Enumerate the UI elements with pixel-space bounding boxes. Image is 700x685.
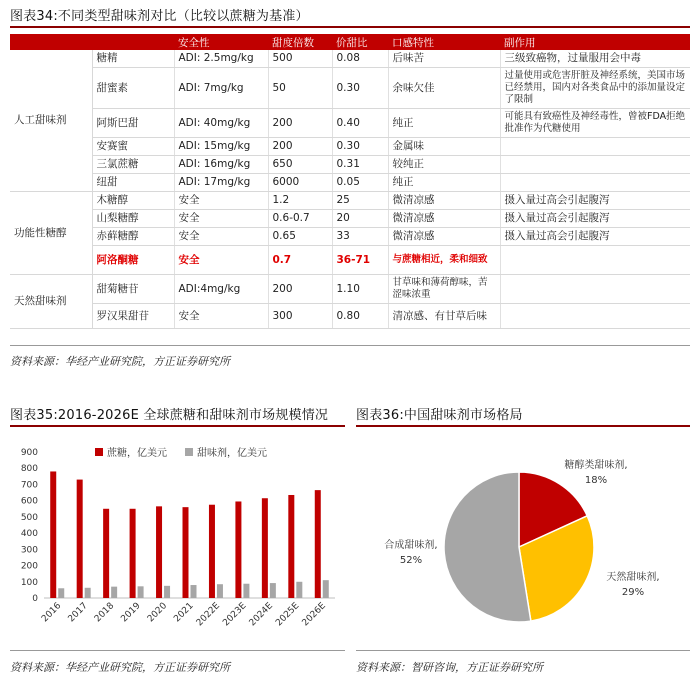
sweetness-cell: 0.7 — [268, 246, 332, 275]
side-effect-cell — [500, 174, 690, 192]
figure-35-title: 图表35:2016-2026E 全球蔗糖和甜味剂市场规模情况 — [10, 408, 329, 423]
header-cell: 口感特性 — [388, 34, 500, 50]
price-cell: 20 — [332, 210, 388, 228]
bar-sugar — [77, 480, 83, 598]
price-cell: 0.30 — [332, 138, 388, 156]
safety-cell: ADI:4mg/kg — [174, 275, 268, 304]
side-effect-cell — [500, 275, 690, 304]
table-row — [10, 109, 690, 138]
bar-sweetener — [243, 584, 249, 598]
table-row — [10, 138, 690, 156]
header-cell: 价甜比 — [332, 34, 388, 50]
sweetness-cell: 200 — [268, 109, 332, 138]
header-cell — [10, 34, 92, 50]
sweetness-cell: 0.6-0.7 — [268, 210, 332, 228]
x-tick-label: 2016 — [40, 601, 64, 625]
taste-cell: 微清凉感 — [388, 192, 500, 210]
x-tick-label: 2026E — [300, 601, 328, 629]
name-cell: 阿斯巴甜 — [92, 109, 174, 138]
sweetener-comparison-table — [10, 34, 690, 329]
safety-cell: 安全 — [174, 210, 268, 228]
name-cell: 山梨糖醇 — [92, 210, 174, 228]
slice-name-label: 合成甜味剂, — [384, 540, 438, 551]
bar-sweetener — [296, 582, 302, 598]
taste-cell: 余味欠佳 — [388, 68, 500, 109]
price-cell: 0.40 — [332, 109, 388, 138]
y-tick-label: 0 — [32, 594, 38, 604]
name-cell: 安赛蜜 — [92, 138, 174, 156]
y-tick-label: 700 — [20, 480, 38, 491]
category-cell: 人工甜味剂 — [10, 50, 92, 192]
safety-cell: 安全 — [174, 228, 268, 246]
title-rule — [10, 425, 345, 427]
name-cell: 赤藓糖醇 — [92, 228, 174, 246]
table-row — [10, 68, 690, 109]
sweetness-cell: 300 — [268, 304, 332, 329]
bar-sweetener — [85, 588, 91, 598]
side-effect-cell: 摄入量过高会引起腹泻 — [500, 192, 690, 210]
y-tick-label: 300 — [20, 545, 38, 556]
sweetness-cell: 500 — [268, 50, 332, 68]
bar-sugar — [209, 505, 215, 598]
sweetness-cell: 650 — [268, 156, 332, 174]
safety-cell: ADI: 2.5mg/kg — [174, 50, 268, 68]
bar-sugar — [103, 509, 109, 598]
side-effect-cell — [500, 156, 690, 174]
safety-cell: ADI: 7mg/kg — [174, 68, 268, 109]
sweetness-cell: 0.65 — [268, 228, 332, 246]
title-rule — [10, 26, 690, 28]
bar-sweetener — [270, 583, 276, 598]
side-effect-cell: 可能具有致癌性及神经毒性，曾被FDA拒绝批准作为代糖使用 — [500, 109, 690, 138]
table-row — [10, 228, 690, 246]
bar-sugar — [130, 509, 136, 598]
category-cell: 功能性糖醇 — [10, 192, 92, 275]
taste-cell: 较纯正 — [388, 156, 500, 174]
bar-sweetener — [138, 586, 144, 598]
taste-cell: 纯正 — [388, 109, 500, 138]
name-cell: 阿洛酮糖 — [92, 246, 174, 275]
side-effect-cell — [500, 304, 690, 329]
safety-cell: 安全 — [174, 246, 268, 275]
x-tick-label: 2024E — [247, 601, 275, 629]
name-cell: 三氯蔗糖 — [92, 156, 174, 174]
taste-cell: 清凉感、有甘草后味 — [388, 304, 500, 329]
x-tick-label: 2023E — [221, 601, 249, 629]
x-tick-label: 2022E — [194, 601, 223, 629]
y-tick-label: 200 — [20, 561, 38, 572]
slice-name-label: 天然甜味剂, — [606, 572, 660, 583]
bar-sugar — [50, 471, 56, 598]
table-row — [10, 192, 690, 210]
x-tick-label: 2017 — [66, 601, 90, 625]
legend-label-sugar: 蔗糖，亿美元 — [107, 448, 167, 459]
price-cell: 1.10 — [332, 275, 388, 304]
x-tick-label: 2025E — [274, 601, 302, 629]
category-cell: 天然甜味剂 — [10, 275, 92, 329]
y-tick-label: 400 — [20, 529, 38, 540]
side-effect-cell: 过量使用或危害肝脏及神经系统，美国市场已经禁用，国内对各类食品中的添加量设定了限制 — [500, 68, 690, 109]
x-tick-label: 2020 — [145, 601, 170, 625]
slice-value-label: 18% — [584, 475, 608, 486]
sweetness-cell: 1.2 — [268, 192, 332, 210]
x-tick-label: 2018 — [92, 601, 117, 625]
bar-sugar — [156, 506, 162, 598]
table-row — [10, 50, 690, 68]
bar-sugar — [235, 501, 241, 598]
figure-36-source: 资料来源：智研咨询，方正证券研究所 — [356, 661, 543, 674]
figure-34-source: 资料来源：华经产业研究院，方正证券研究所 — [10, 355, 230, 368]
safety-cell: ADI: 40mg/kg — [174, 109, 268, 138]
price-cell: 36-71 — [332, 246, 388, 275]
side-effect-cell: 三级致癌物，过量服用会中毒 — [500, 50, 690, 68]
taste-cell: 与蔗糖相近，柔和细致 — [388, 246, 500, 275]
figure-35-source: 资料来源：华经产业研究院，方正证券研究所 — [10, 661, 230, 674]
price-cell: 0.30 — [332, 68, 388, 109]
side-effect-cell: 摄入量过高会引起腹泻 — [500, 210, 690, 228]
price-cell: 0.08 — [332, 50, 388, 68]
taste-cell: 金属味 — [388, 138, 500, 156]
safety-cell: ADI: 15mg/kg — [174, 138, 268, 156]
chart-bottom-rule — [356, 650, 690, 651]
header-cell — [92, 34, 174, 50]
bar-sweetener — [164, 586, 170, 598]
taste-cell: 微清凉感 — [388, 228, 500, 246]
taste-cell: 纯正 — [388, 174, 500, 192]
chart-bottom-rule — [10, 650, 345, 651]
sweetness-cell: 200 — [268, 275, 332, 304]
name-cell: 糖精 — [92, 50, 174, 68]
table-row — [10, 304, 690, 329]
name-cell: 甜蜜素 — [92, 68, 174, 109]
table-header-row — [10, 34, 690, 50]
bar-sweetener — [111, 587, 117, 598]
y-tick-label: 800 — [20, 464, 38, 475]
bar-sugar — [315, 490, 321, 598]
name-cell: 木糖醇 — [92, 192, 174, 210]
slice-value-label: 29% — [621, 587, 645, 598]
bar-sweetener — [191, 585, 197, 598]
bar-sweetener — [217, 584, 223, 598]
safety-cell: ADI: 17mg/kg — [174, 174, 268, 192]
price-cell: 0.05 — [332, 174, 388, 192]
header-cell: 甜度倍数 — [268, 34, 332, 50]
table-row-highlight — [10, 246, 690, 275]
price-cell: 33 — [332, 228, 388, 246]
pie-slice — [444, 472, 531, 622]
market-share-pie-chart — [356, 430, 690, 645]
title-rule — [356, 425, 690, 427]
legend-label-sweetener: 甜味剂，亿美元 — [197, 448, 267, 459]
side-effect-cell — [500, 246, 690, 275]
table-bottom-rule — [10, 345, 690, 346]
table-row — [10, 210, 690, 228]
taste-cell: 甘草味和薄荷醇味，苦涩味浓重 — [388, 275, 500, 304]
price-cell: 0.80 — [332, 304, 388, 329]
bar-sweetener — [323, 580, 329, 598]
header-cell: 副作用 — [500, 34, 690, 50]
taste-cell: 微清凉感 — [388, 210, 500, 228]
y-tick-label: 500 — [20, 512, 38, 523]
bar-sugar — [183, 507, 189, 598]
market-size-bar-chart — [0, 440, 345, 640]
name-cell: 纽甜 — [92, 174, 174, 192]
bar-sugar — [288, 495, 294, 598]
slice-name-label: 糖醇类甜味剂, — [564, 460, 628, 471]
sweetness-cell: 50 — [268, 68, 332, 109]
safety-cell: 安全 — [174, 304, 268, 329]
bar-sugar — [262, 498, 268, 598]
slice-value-label: 52% — [399, 555, 423, 566]
table-row — [10, 156, 690, 174]
bar-sweetener — [58, 588, 64, 598]
y-tick-label: 100 — [20, 577, 38, 588]
header-cell: 安全性 — [174, 34, 268, 50]
figure-36-title: 图表36:中国甜味剂市场格局 — [356, 408, 523, 423]
y-tick-label: 600 — [20, 496, 38, 507]
table-row — [10, 275, 690, 304]
safety-cell: ADI: 16mg/kg — [174, 156, 268, 174]
price-cell: 0.31 — [332, 156, 388, 174]
taste-cell: 后味苦 — [388, 50, 500, 68]
x-tick-label: 2021 — [172, 601, 196, 625]
price-cell: 25 — [332, 192, 388, 210]
name-cell: 甜菊糖苷 — [92, 275, 174, 304]
sweetness-cell: 200 — [268, 138, 332, 156]
name-cell: 罗汉果甜苷 — [92, 304, 174, 329]
side-effect-cell: 摄入量过高会引起腹泻 — [500, 228, 690, 246]
safety-cell: 安全 — [174, 192, 268, 210]
x-tick-label: 2019 — [119, 601, 143, 625]
side-effect-cell — [500, 138, 690, 156]
figure-34-title: 图表34:不同类型甜味剂对比（比较以蔗糖为基准） — [10, 9, 309, 24]
y-tick-label: 900 — [20, 448, 38, 458]
table-row — [10, 174, 690, 192]
sweetness-cell: 6000 — [268, 174, 332, 192]
